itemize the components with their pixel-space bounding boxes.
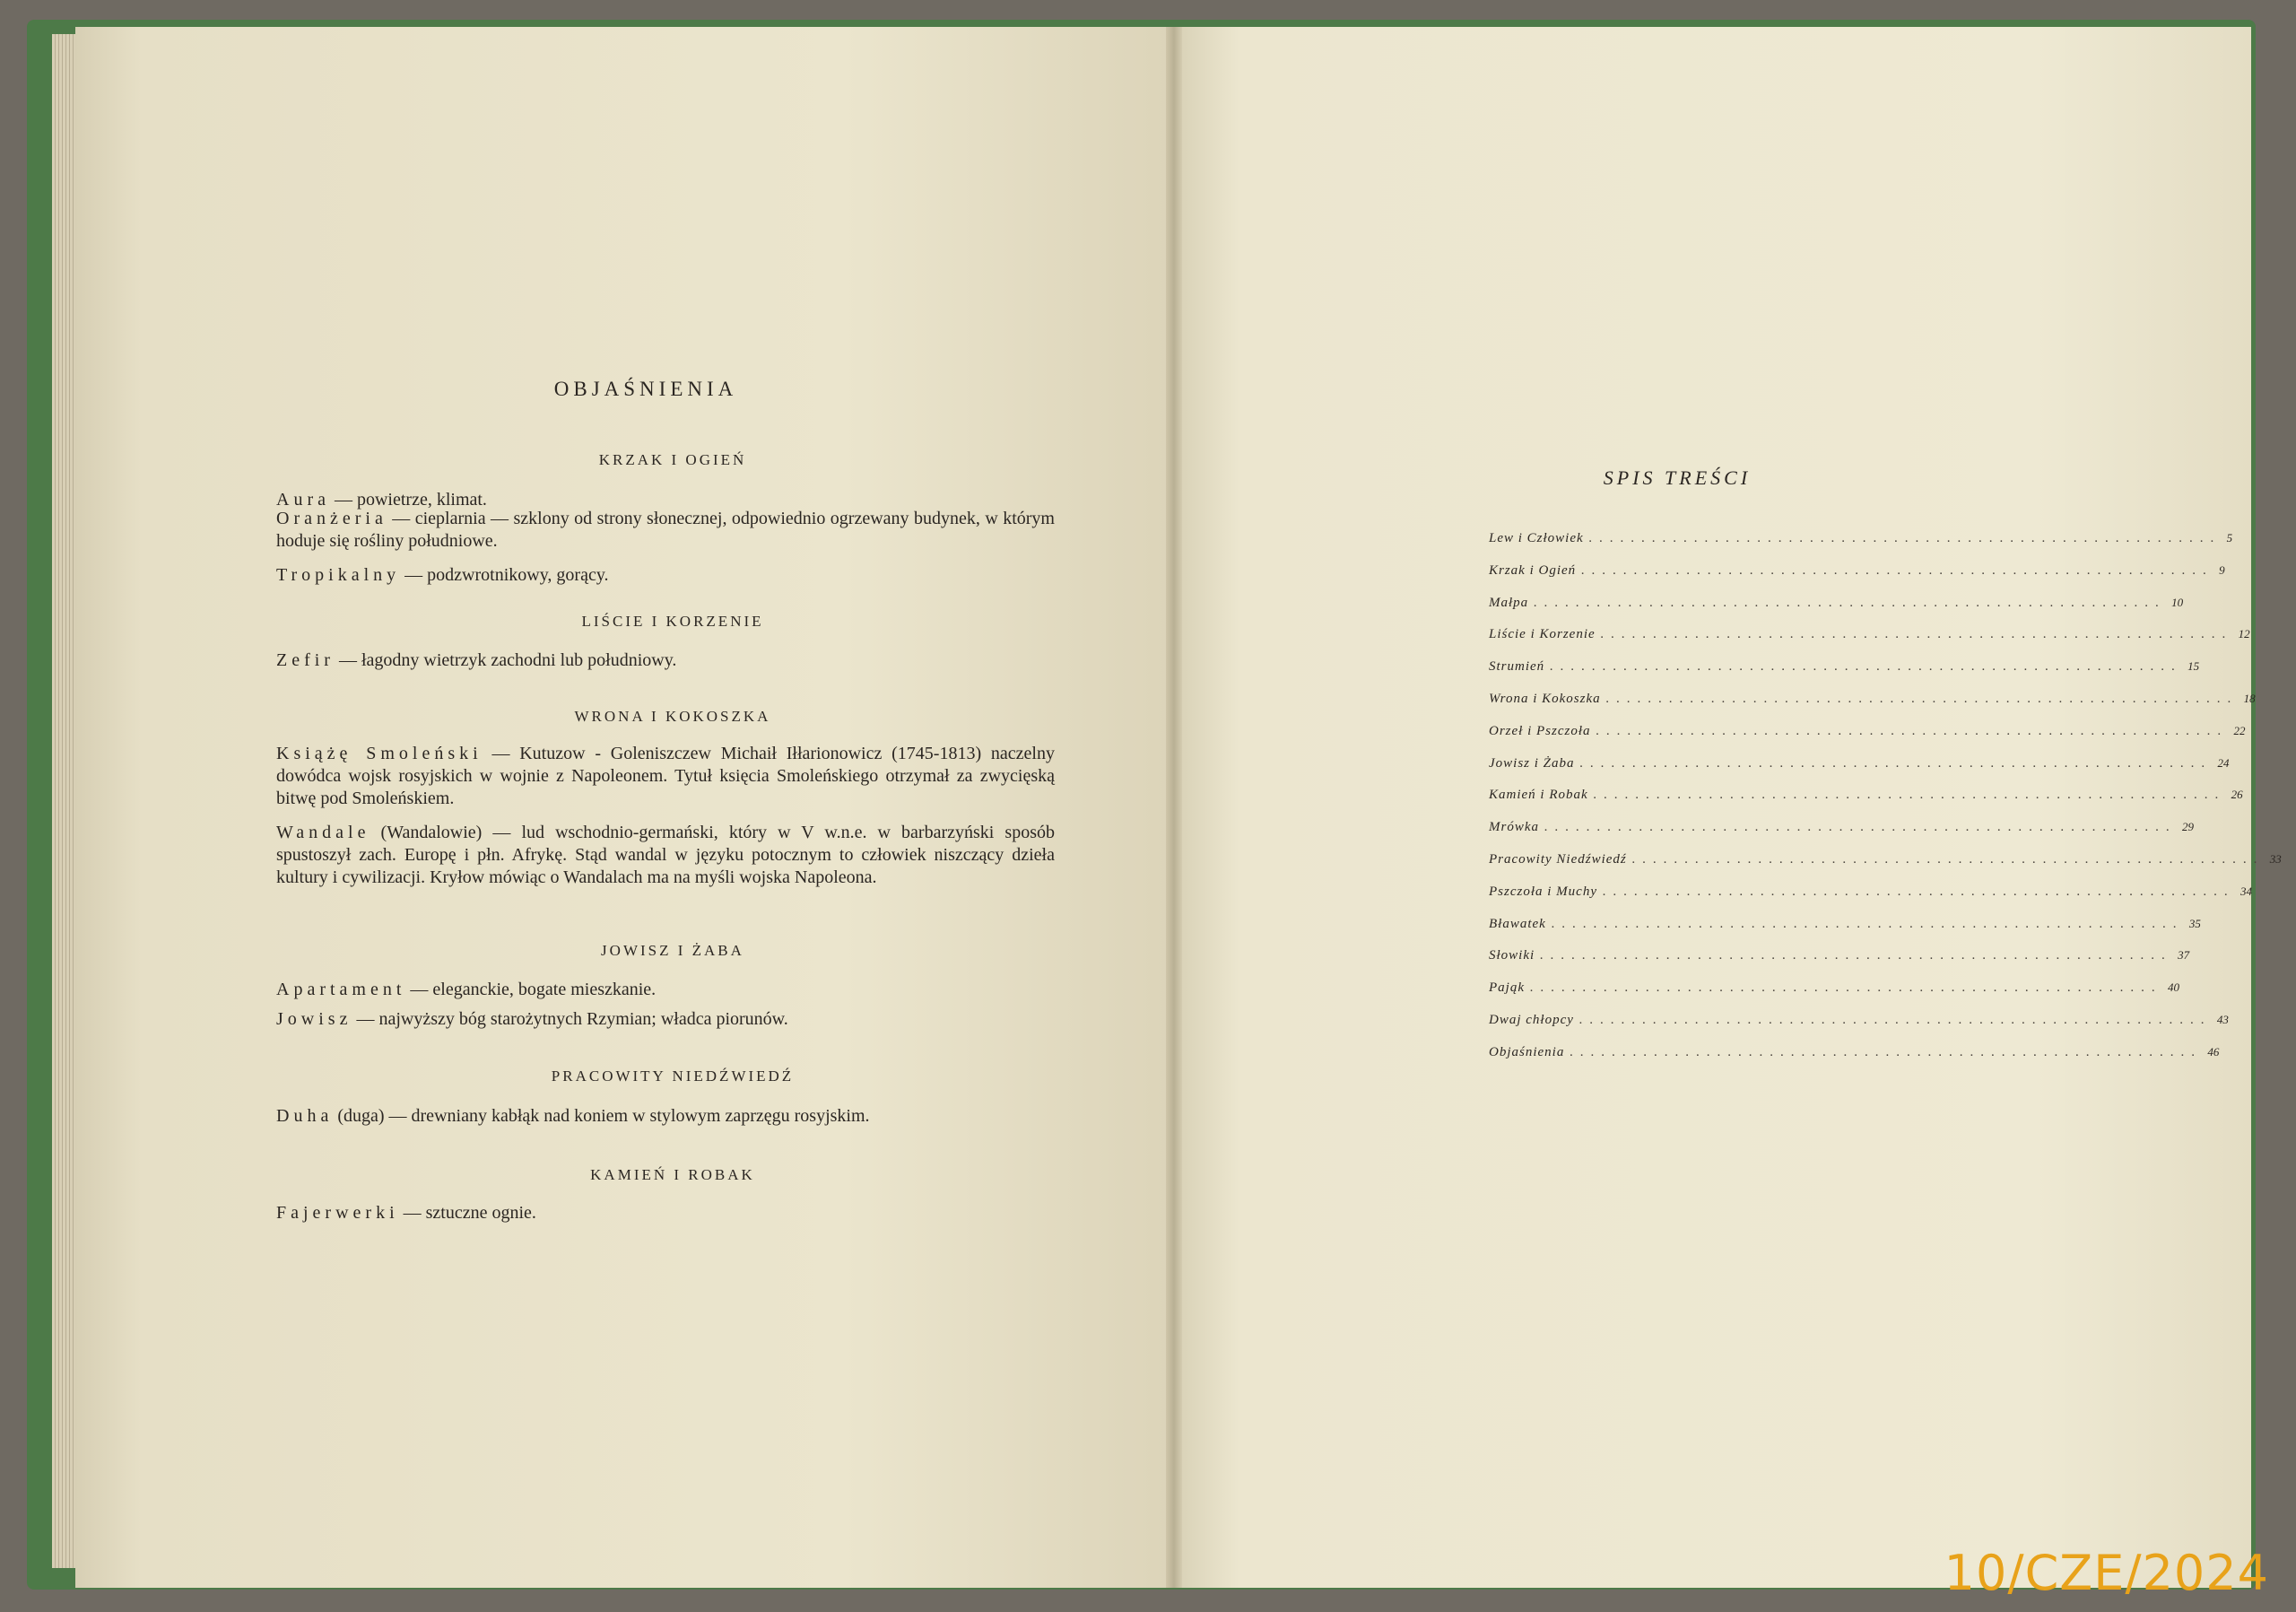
entry-term: Fajerwerki: [276, 1203, 399, 1223]
toc-row[interactable]: [1489, 531, 2233, 563]
entry-term: Apartament: [276, 980, 406, 999]
toc-label: Strumień: [1489, 659, 1545, 675]
toc-label: Pająk: [1489, 980, 1525, 996]
table-of-contents: [1489, 531, 2282, 1077]
toc-label: Pracowity Niedźwiedź: [1489, 851, 1627, 867]
toc-label: Słowiki: [1489, 948, 1535, 963]
toc-row[interactable]: [1489, 820, 2194, 852]
entry-definition: — najwyższy bóg starożytnych Rzymian; władca piorunów.: [352, 1009, 788, 1029]
toc-row[interactable]: [1489, 1044, 2220, 1077]
toc-label: Małpa: [1489, 595, 1529, 610]
toc-row[interactable]: [1489, 980, 2179, 1013]
section-title-jowisz-i-zaba: JOWISZ I ŻABA: [601, 942, 744, 959]
toc-leader-dots: ............................................................: [1578, 1012, 2212, 1027]
entry-term: Oranżeria: [276, 509, 387, 528]
toc-label: Dwaj chłopcy: [1489, 1012, 1574, 1027]
glossary-entry: [276, 822, 1055, 889]
section-title-pracowity-niedzwiedz: PRACOWITY NIEDŹWIEDŹ: [551, 1067, 795, 1085]
entry-term: Aura: [276, 490, 330, 510]
toc-page-number: 35: [2188, 916, 2201, 930]
glossary-entry: [276, 1008, 1055, 1031]
toc-row[interactable]: [1489, 562, 2225, 596]
toc-page-number: 29: [2182, 820, 2194, 834]
entry-definition: — powietrze, klimat.: [329, 490, 487, 510]
toc-label: Pszczoła i Muchy: [1489, 884, 1597, 899]
section-title-liscie-i-korzenie: LIŚCIE I KORZENIE: [581, 613, 764, 630]
toc-row[interactable]: [1489, 851, 2282, 884]
toc-row[interactable]: [1489, 595, 2184, 628]
toc-row[interactable]: [1489, 788, 2243, 820]
glossary-entry: [276, 1202, 1055, 1224]
toc-leader-dots: ............................................................: [1544, 820, 2177, 835]
toc-leader-dots: ............................................................: [1534, 595, 2167, 610]
toc-page-number: 15: [2187, 659, 2200, 674]
entry-definition: (Wandalowie) — lud wschodnio-germański, który w V w.n.e. w barbarzyński sposób spustoszył zach. Europę i płn. Afrykę. Stąd wandal w języku potocznym to człowiek niszczący dzieła kultury i cywilizacji. Kryłow mówiąc o Wandalach ma na myśli wojska Napoleona.: [276, 823, 1055, 887]
toc-leader-dots: ............................................................: [1570, 1044, 2203, 1059]
toc-page-number: 34: [2239, 884, 2252, 898]
entry-term: Wandale: [276, 823, 370, 842]
toc-page-number: 37: [2178, 948, 2190, 963]
toc-page-number: 24: [2217, 755, 2230, 770]
entry-term: Tropikalny: [276, 565, 401, 585]
toc-page-number: 43: [2216, 1012, 2229, 1026]
toc-leader-dots: ............................................................: [1631, 851, 2265, 867]
entry-definition: — sztuczne ognie.: [398, 1203, 536, 1223]
toc-page-number: 9: [2219, 562, 2225, 577]
section-title-kamien-i-robak: KAMIEŃ I ROBAK: [590, 1166, 755, 1183]
toc-row[interactable]: [1489, 1012, 2229, 1045]
toc-label: Krzak i Ogień: [1489, 562, 1577, 578]
glossary-entry: [276, 508, 1055, 553]
toc-leader-dots: ............................................................: [1600, 627, 2233, 642]
toc-leader-dots: ............................................................: [1593, 788, 2226, 803]
toc-row[interactable]: [1489, 723, 2246, 756]
toc-label: Jowisz i Żaba: [1489, 755, 1575, 771]
toc-leader-dots: ............................................................: [1605, 691, 2239, 706]
toc-heading: SPIS TREŚCI: [1603, 466, 1752, 489]
photo-date-stamp: 10/CZE/2024: [1944, 1545, 2269, 1601]
toc-row[interactable]: [1489, 755, 2230, 789]
toc-page-number: 12: [2238, 627, 2250, 641]
toc-page-number: 10: [2171, 595, 2184, 609]
toc-row[interactable]: [1489, 659, 2200, 692]
toc-leader-dots: ............................................................: [1579, 755, 2213, 771]
toc-leader-dots: ............................................................: [1540, 948, 2173, 963]
entry-term: Jowisz: [276, 1009, 352, 1029]
toc-leader-dots: ............................................................: [1530, 980, 2162, 996]
glossary-entry: [276, 743, 1055, 810]
toc-row[interactable]: [1489, 884, 2252, 917]
toc-leader-dots: ............................................................: [1581, 562, 2214, 578]
glossary-entry: [276, 649, 1055, 672]
entry-term: Książę Smoleński: [276, 744, 483, 763]
toc-page-number: 22: [2233, 723, 2246, 737]
section-title-wrona-i-kokoszka: WRONA I KOKOSZKA: [574, 708, 771, 725]
toc-label: Kamień i Robak: [1489, 788, 1588, 803]
toc-page-number: 5: [2226, 531, 2233, 545]
glossary-entry: [276, 979, 1055, 1001]
entry-definition: — podzwrotnikowy, gorący.: [400, 565, 609, 585]
entry-definition: — Kutuzow - Goleniszczew Michaił Iłłarionowicz (1745-1813) naczelny dowódca wojsk rosyjskich w wojnie z Napoleonem. Tytuł księcia Smoleńskiego otrzymał za zwycięską bitwę pod Smoleńskiem.: [276, 744, 1055, 808]
toc-label: Liście i Korzenie: [1489, 627, 1596, 642]
toc-leader-dots: ............................................................: [1596, 723, 2229, 738]
toc-label: Bławatek: [1489, 916, 1546, 931]
toc-row[interactable]: [1489, 916, 2201, 949]
entry-definition: — łagodny wietrzyk zachodni lub południowy.: [334, 650, 677, 670]
toc-label: Lew i Człowiek: [1489, 531, 1584, 545]
glossary-entry: [276, 564, 1055, 587]
entry-term: Duha: [276, 1106, 334, 1126]
toc-row[interactable]: [1489, 627, 2250, 659]
section-title-krzak-i-ogien: KRZAK I OGIEŃ: [598, 451, 747, 468]
toc-label: Wrona i Kokoszka: [1489, 691, 1601, 706]
glossary-entry: [276, 1105, 1055, 1128]
toc-leader-dots: ............................................................: [1551, 916, 2184, 931]
toc-row[interactable]: [1489, 948, 2190, 980]
toc-leader-dots: ............................................................: [1588, 531, 2222, 545]
toc-label: Objaśnienia: [1489, 1044, 1565, 1059]
entry-definition: — cieplarnia — szklony od strony słonecznej, odpowiednio ogrzewany budynek, w którym hoduje się rośliny południowe.: [276, 509, 1055, 551]
toc-label: Mrówka: [1489, 820, 1539, 835]
toc-page-number: 40: [2168, 980, 2179, 995]
glossary-heading: OBJAŚNIENIA: [553, 378, 738, 400]
entry-definition: (duga) — drewniany kabłąk nad koniem w stylowym zaprzęgu rosyjskim.: [333, 1106, 870, 1126]
toc-page-number: 46: [2207, 1044, 2220, 1059]
entry-term: Zefir: [276, 650, 335, 670]
toc-leader-dots: ............................................................: [1550, 659, 2183, 675]
entry-definition: — eleganckie, bogate mieszkanie.: [405, 980, 657, 999]
toc-leader-dots: ............................................................: [1602, 884, 2235, 899]
toc-page-number: 26: [2231, 788, 2243, 802]
book-spine: [1166, 27, 1182, 1588]
toc-label: Orzeł i Pszczoła: [1489, 723, 1591, 738]
toc-page-number: 33: [2269, 851, 2282, 866]
toc-row[interactable]: [1489, 691, 2256, 724]
toc-page-number: 18: [2243, 691, 2256, 705]
